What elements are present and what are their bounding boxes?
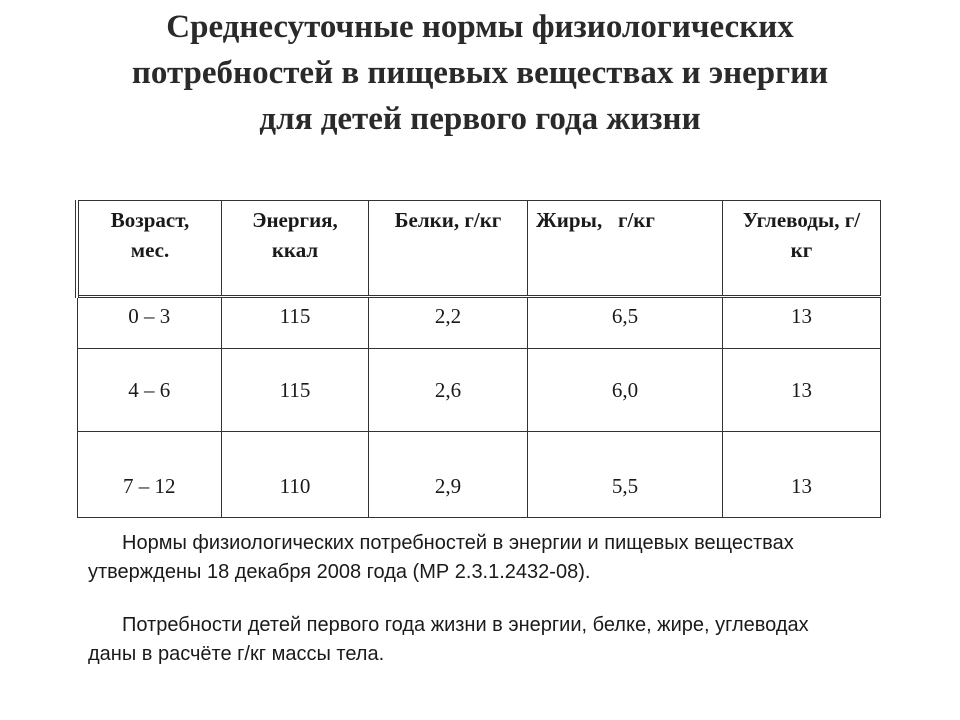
notes bbox=[88, 529, 948, 693]
header-fat bbox=[528, 201, 723, 297]
note-units-line2: даны в расчёте г/кг массы тела. bbox=[88, 643, 385, 665]
table-body bbox=[77, 297, 881, 518]
header-fat-line1: Жиры, г/кг bbox=[536, 208, 655, 232]
header-age-line2: мес. bbox=[130, 238, 170, 262]
table-row bbox=[77, 432, 881, 518]
title-line-1: Среднесуточные нормы физиологических bbox=[166, 9, 794, 45]
note-approval-line1: Нормы физиологических потребностей в энергии и пищевых веществах bbox=[122, 532, 794, 554]
table-header-row bbox=[77, 201, 881, 297]
cell-fat: 6,5 bbox=[528, 297, 723, 349]
note-approval bbox=[88, 529, 948, 587]
cell-fat: 6,0 bbox=[528, 349, 723, 432]
header-age bbox=[77, 201, 222, 297]
cell-carbs: 13 bbox=[723, 349, 881, 432]
header-carbs-line1: Углеводы, г/ bbox=[742, 208, 861, 232]
cell-carbs: 13 bbox=[723, 432, 881, 518]
header-protein bbox=[369, 201, 528, 297]
header-age-line1: Возраст, bbox=[110, 208, 190, 232]
cell-protein: 2,9 bbox=[369, 432, 528, 518]
cell-age: 0 – 3 bbox=[77, 297, 222, 349]
cell-energy: 110 bbox=[222, 432, 369, 518]
title-line-3: для детей первого года жизни bbox=[259, 101, 701, 137]
note-units bbox=[88, 611, 948, 669]
table-row bbox=[77, 349, 881, 432]
cell-age: 7 – 12 bbox=[77, 432, 222, 518]
cell-energy: 115 bbox=[222, 297, 369, 349]
note-units-line1: Потребности детей первого года жизни в энергии, белке, жире, углеводах bbox=[122, 614, 809, 636]
cell-carbs: 13 bbox=[723, 297, 881, 349]
cell-protein: 2,6 bbox=[369, 349, 528, 432]
table-row bbox=[77, 297, 881, 349]
header-protein-line1: Белки, г/кг bbox=[394, 208, 502, 232]
header-carbs bbox=[723, 201, 881, 297]
table-header bbox=[77, 201, 881, 297]
cell-energy: 115 bbox=[222, 349, 369, 432]
header-carbs-line2: кг bbox=[790, 238, 813, 262]
cell-age: 4 – 6 bbox=[77, 349, 222, 432]
title-line-2: потребностей в пищевых веществах и энергии bbox=[131, 55, 829, 91]
header-energy bbox=[222, 201, 369, 297]
nutrition-norms-table bbox=[75, 200, 881, 518]
cell-protein: 2,2 bbox=[369, 297, 528, 349]
header-energy-line2: ккал bbox=[271, 238, 319, 262]
page-title bbox=[40, 4, 920, 142]
cell-fat: 5,5 bbox=[528, 432, 723, 518]
header-energy-line1: Энергия, bbox=[252, 208, 338, 232]
note-approval-line2: утверждены 18 декабря 2008 года (МР 2.3.1.2432-08). bbox=[88, 561, 591, 583]
